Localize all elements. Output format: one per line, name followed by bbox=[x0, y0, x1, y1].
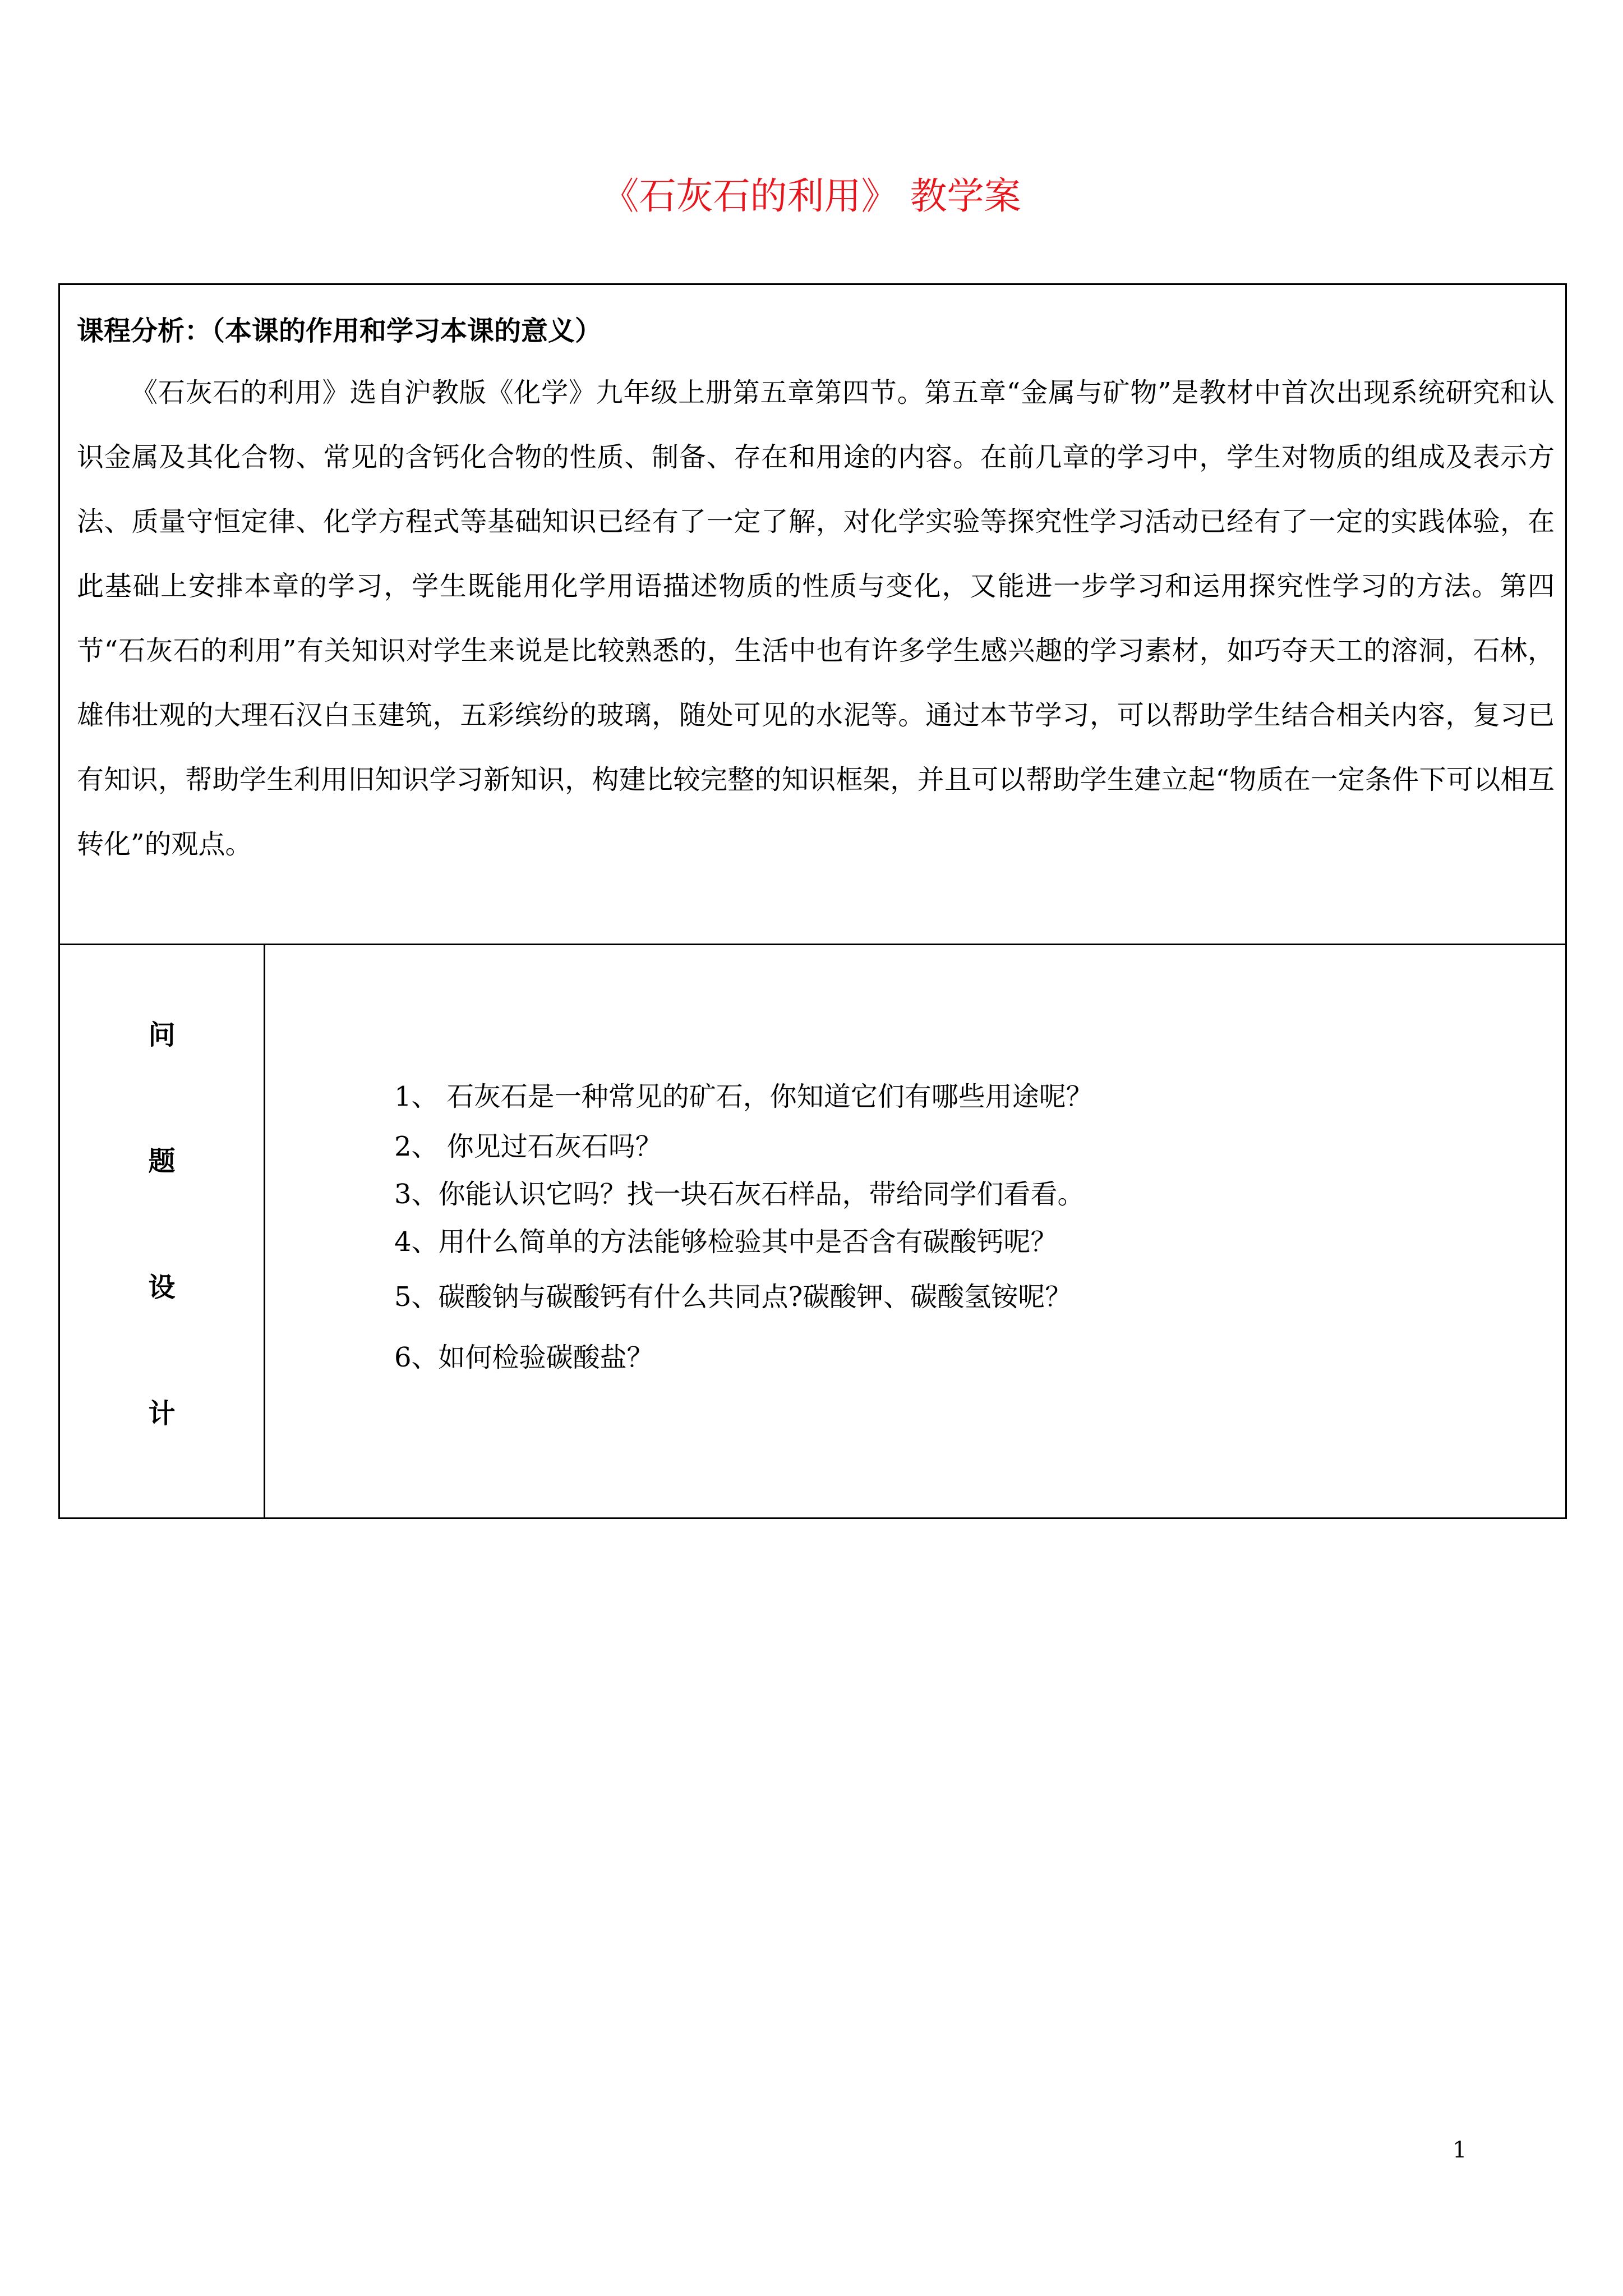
question-item: 1、 石灰石是一种常见的矿石，你知道它们有哪些用途呢？ bbox=[394, 1081, 1093, 1112]
question-item: 2、 你见过石灰石吗？ bbox=[394, 1131, 662, 1162]
design-label-char: 问 bbox=[148, 1019, 176, 1051]
question-item: 5、碳酸钠与碳酸钙有什么共同点?碳酸钾、碳酸氢铵呢？ bbox=[394, 1281, 1072, 1313]
lesson-table bbox=[58, 283, 1567, 1519]
design-label-char: 设 bbox=[148, 1272, 176, 1303]
course-analysis-body: 《石灰石的利用》选自沪教版《化学》九年级上册第五章第四节。第五章“金属与矿物”是教材中首次出现系统研究和认识金属及其化合物、常见的含钙化合物的性质、制备、存在和用途的内容。在前几章的学习中，学生对物质的组成及表示方法、质量守恒定律、化学方程式等基础知识已经有了一定了解，对化学实验等探究性学习活动已经有了一定的实践体验，在此基础上安排本章的学习，学生既能用化学用语描述物质的性质与变化，又能进一步学习和运用探究性学习的方法。第四节“石灰石的利用”有关知识对学生来说是比较熟悉的，生活中也有许多学生感兴趣的学习素材，如巧夺天工的溶洞，石林，雄伟壮观的大理石汉白玉建筑，五彩缤纷的玻璃，随处可见的水泥等。通过本节学习，可以帮助学生结合相关内容，复习已有知识，帮助学生利用旧知识学习新知识，构建比较完整的知识框架，并且可以帮助学生建立起“物质在一定条件下可以相互转化”的观点。 bbox=[77, 377, 1555, 860]
course-analysis-heading: 课程分析：（本课的作用和学习本课的意义） bbox=[77, 315, 602, 347]
question-item: 3、你能认识它吗？找一块石灰石样品，带给同学们看看。 bbox=[394, 1179, 1085, 1210]
page-title: 《石灰石的利用》 教学案 bbox=[602, 174, 1021, 218]
question-design-label-cell bbox=[60, 945, 265, 1517]
design-label-char: 题 bbox=[148, 1145, 176, 1177]
question-list-cell bbox=[265, 945, 1565, 1517]
question-item: 4、用什么简单的方法能够检验其中是否含有碳酸钙呢？ bbox=[394, 1226, 1058, 1258]
question-item: 6、如何检验碳酸盐？ bbox=[394, 1342, 654, 1373]
design-label-char: 计 bbox=[148, 1398, 176, 1429]
page-number: 1 bbox=[1453, 2137, 1467, 2163]
course-analysis-cell bbox=[60, 285, 1565, 945]
